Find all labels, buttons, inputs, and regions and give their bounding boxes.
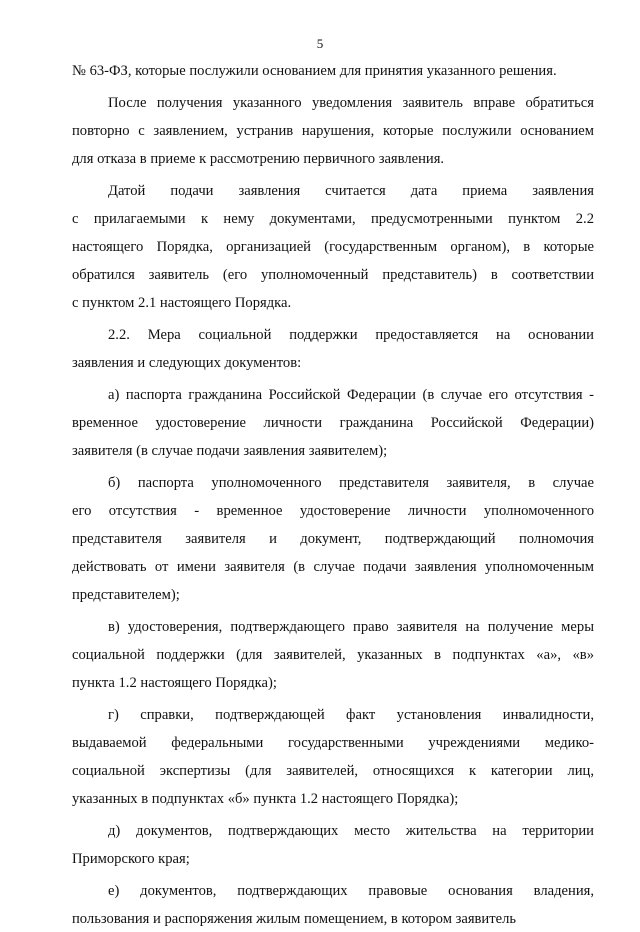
line-text: представителем); — [72, 587, 180, 603]
line-text: Датой подачи заявления считается дата приема заявления — [108, 183, 594, 199]
text-line — [72, 818, 594, 844]
line-text: 2.2. Мера социальной поддержки предоставляется на основании — [108, 327, 594, 343]
text-line — [72, 614, 594, 640]
line-text: заявления и следующих документов: — [72, 355, 302, 371]
text-line — [72, 702, 594, 728]
line-text: № 63-ФЗ, которые послужили основанием для принятия указанного решения. — [72, 63, 557, 79]
text-line — [72, 382, 594, 408]
text-line — [72, 438, 594, 464]
text-line — [72, 350, 594, 376]
text-line — [72, 670, 594, 696]
text-line — [72, 206, 594, 232]
line-text: указанных в подпунктах «б» пункта 1.2 настоящего Порядка); — [72, 791, 459, 807]
text-line — [72, 146, 594, 172]
line-text: обратился заявитель (его уполномоченный представитель) в соответствии — [72, 267, 594, 283]
line-text: социальной экспертизы (для заявителей, относящихся к категории лиц, — [72, 763, 594, 779]
text-line — [72, 58, 594, 84]
line-text: е) документов, подтверждающих правовые основания владения, — [108, 883, 594, 899]
line-text: его отсутствия - временное удостоверение личности уполномоченного — [72, 503, 594, 519]
line-text: для отказа в приеме к рассмотрению первичного заявления. — [72, 151, 445, 167]
line-text: пользования и распоряжения жилым помещением, в котором заявитель — [72, 911, 517, 927]
line-text: г) справки, подтверждающей факт установления инвалидности, — [108, 707, 594, 723]
line-text: повторно с заявлением, устранив нарушения, которые послужили основанием — [72, 123, 594, 139]
line-text: действовать от имени заявителя (в случае подачи заявления уполномоченным — [72, 559, 594, 575]
line-text: заявителя (в случае подачи заявления заявителем); — [72, 443, 388, 459]
text-line — [72, 470, 594, 496]
text-line — [72, 262, 594, 288]
text-line — [72, 582, 594, 608]
text-line — [72, 290, 594, 316]
line-text: б) паспорта уполномоченного представителя заявителя, в случае — [108, 475, 594, 491]
text-line — [72, 234, 594, 260]
line-text: Приморского края; — [72, 851, 190, 867]
document-body — [72, 58, 594, 932]
line-text: временное удостоверение личности гражданина Российской Федерации) — [72, 415, 594, 431]
text-line — [72, 906, 594, 932]
line-text: представителя заявителя и документ, подтверждающий полномочия — [72, 531, 594, 547]
line-text: с прилагаемыми к нему документами, предусмотренными пунктом 2.2 — [72, 211, 594, 227]
text-line — [72, 730, 594, 756]
text-line — [72, 786, 594, 812]
line-text: выдаваемой федеральными государственными учреждениями медико- — [72, 735, 594, 751]
line-text: д) документов, подтверждающих место жительства на территории — [108, 823, 594, 839]
text-line — [72, 498, 594, 524]
line-text: настоящего Порядка, организацией (государственным органом), в которые — [72, 239, 594, 255]
text-line — [72, 178, 594, 204]
line-text: в) удостоверения, подтверждающего право заявителя на получение меры — [108, 619, 594, 635]
line-text: а) паспорта гражданина Российской Федерации (в случае его отсутствия - — [108, 387, 594, 403]
page-number: 5 — [316, 36, 324, 51]
text-line — [72, 878, 594, 904]
line-text: социальной поддержки (для заявителей, указанных в подпунктах «а», «в» — [72, 647, 594, 663]
text-line — [72, 846, 594, 872]
text-line — [72, 118, 594, 144]
text-line — [72, 526, 594, 552]
line-text: с пунктом 2.1 настоящего Порядка. — [72, 295, 292, 311]
text-line — [72, 90, 594, 116]
text-line — [72, 410, 594, 436]
text-line — [72, 758, 594, 784]
line-text: пункта 1.2 настоящего Порядка); — [72, 675, 277, 691]
text-line — [72, 554, 594, 580]
line-text: После получения указанного уведомления заявитель вправе обратиться — [108, 95, 594, 111]
text-line — [72, 322, 594, 348]
text-line — [72, 642, 594, 668]
